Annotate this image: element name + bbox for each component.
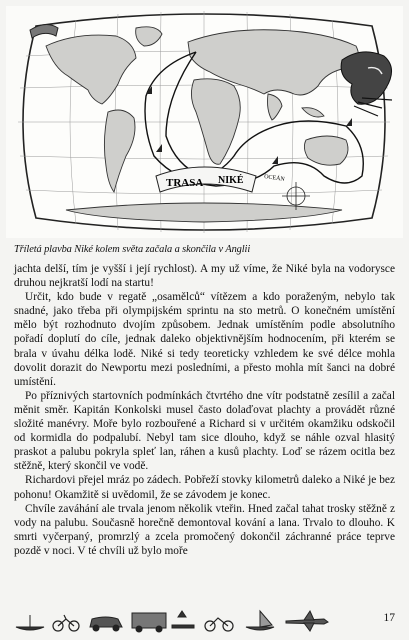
motorbike-icon xyxy=(205,618,233,631)
route-label-right: NIKÉ xyxy=(218,175,244,186)
bicycle-icon xyxy=(53,615,79,631)
map-caption: Tříletá plavba Niké kolem světa začala a skončila v Anglii xyxy=(14,244,251,255)
paragraph: jachta delší, tím je vyšší i její rychlost). A my už víme, že Niké byla na vodorysce druhou nejkratší lodí na startu! xyxy=(14,263,395,290)
ocean-label: OCEÁN xyxy=(263,174,286,183)
skateboard-icon xyxy=(172,611,194,628)
page-number: 17 xyxy=(383,612,395,624)
bus-icon xyxy=(132,613,166,632)
paragraph: Určit, kdo bude v regatě „osamělců“ vítězem a kdo poraženým, nebylo tak snadné, jako třeba při olympijském sprintu na sto metrů. O konečném umístění mělo být rozhodnuto dvojím způsobem. Jednak umístěním podle absolutního pořadí doplutí do cíle, jednak daleko objektivnějším hodnocením, při kterém se brala v úvahu délka lodě. Niké si tedy teoreticky vzhledem ke své délce mohla dovolit dorazit do Newportu mezi posledními, a přesto mohla mít šanci na dobré umístění. xyxy=(14,291,395,388)
body-text xyxy=(14,262,395,558)
world-map-illustration xyxy=(6,6,403,238)
route-label-left: TRASA xyxy=(166,177,204,189)
airplane-icon xyxy=(286,611,328,631)
paragraph: Chvíle zaváhání ale trvala jenom několik vteřin. Hned začal tahat trosky stěžně z vody na palubu. Současně horečně demontoval kování a lana. Trvalo to dlouho. K smrti vyčerpaný, promrzlý a zcela promočený dokončil záchranné práce teprve pozdě v noci. V té chvíli už bylo moře xyxy=(14,502,395,557)
car-icon xyxy=(90,617,122,631)
footer-vehicle-strip xyxy=(14,607,334,633)
sailboat-icon xyxy=(246,611,274,630)
canoe-icon xyxy=(16,615,44,630)
world-map-svg xyxy=(6,6,403,238)
paragraph: Po příznivých startovních podmínkách čtvrtého dne vítr podstatně zesílil a začal měnit směr. Kapitán Konkolski musel často dolaďovat plachty a provádět různé složité manévry. Moře bylo rozbouřené a Richard si v určitém okamžiku odskočil od kormidla do podpalubí. Nebyl tam sice dlouho, když se náhle ozval hlasitý praskot a palubu pokryla spleť lan, ráhen a kusů plachty. Loď se rázem ocitla bez stěžně, který skončil ve vodě. xyxy=(14,389,395,473)
paragraph: Richardovi přejel mráz po zádech. Pobřeží stovky kilometrů daleko a Niké je bez pohonu! Okamžitě si uvědomil, že se závodem je konec. xyxy=(14,474,395,501)
